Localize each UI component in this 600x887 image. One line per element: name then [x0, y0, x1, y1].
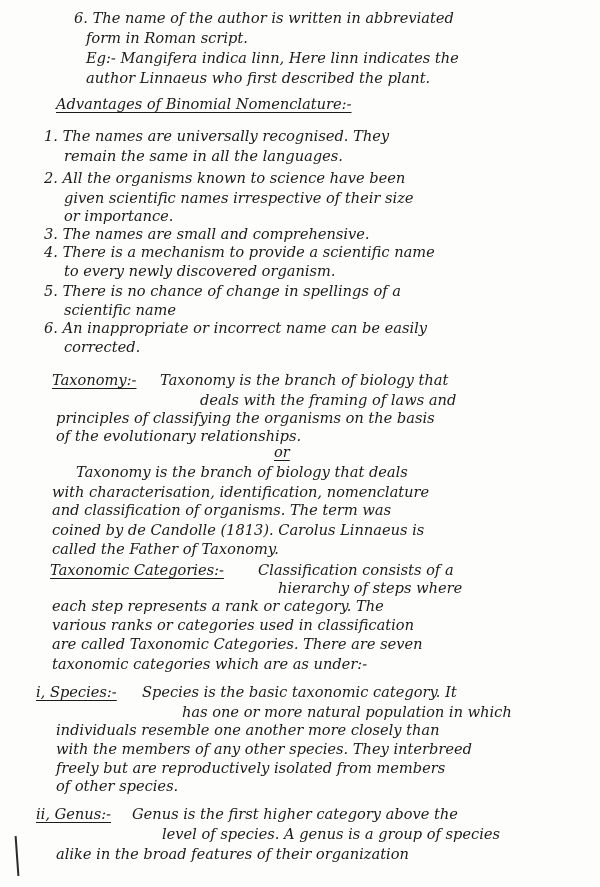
genus-line-1: Genus is the first higher category above the [132, 806, 458, 823]
author-point-line-3: Eg:- Mangifera indica linn, Here linn indicates the [86, 50, 459, 67]
advantage-line-5: or importance. [64, 208, 174, 225]
categories-line-1: Classification consists of a [258, 562, 454, 579]
taxonomy-def2-line-1: Taxonomy is the branch of biology that deals [76, 464, 408, 481]
species-line-4: with the members of any other species. They interbreed [56, 741, 472, 758]
author-point-line-1: 6. The name of the author is written in abbreviated [74, 10, 454, 27]
species-line-2: has one or more natural population in which [182, 704, 512, 721]
species-line-3: individuals resemble one another more closely than [56, 722, 440, 739]
taxonomy-def1-line-4: of the evolutionary relationships. [56, 428, 302, 445]
categories-term: Taxonomic Categories:- [50, 562, 224, 579]
taxonomy-def2-line-4: coined by de Candolle (1813). Carolus Linnaeus is [52, 522, 425, 539]
species-line-5: freely but are reproductively isolated from members [56, 760, 446, 777]
categories-line-3: each step represents a rank or category. The [52, 598, 384, 615]
genus-line-3: alike in the broad features of their organization [56, 846, 409, 863]
categories-line-2: hierarchy of steps where [278, 580, 463, 597]
taxonomy-def1-line-2: deals with the framing of laws and [200, 392, 457, 409]
advantage-line-10: scientific name [64, 302, 177, 319]
or-label: or [274, 444, 290, 461]
advantage-line-12: corrected. [64, 339, 141, 356]
advantage-line-1: 1. The names are universally recognised. They [44, 128, 390, 145]
advantage-line-8: to every newly discovered organism. [64, 263, 336, 280]
advantage-line-4: given scientific names irrespective of their size [64, 190, 414, 207]
taxonomy-def2-line-5: called the Father of Taxonomy. [52, 541, 279, 558]
categories-line-4: various ranks or categories used in classification [52, 617, 414, 634]
advantage-line-9: 5. There is no chance of change in spellings of a [44, 283, 402, 300]
species-line-6: of other species. [56, 778, 179, 795]
categories-line-6: taxonomic categories which are as under:- [52, 656, 368, 673]
author-point-line-4: author Linnaeus who first described the plant. [86, 70, 431, 87]
advantage-line-6: 3. The names are small and comprehensive. [44, 226, 370, 243]
species-line-1: Species is the basic taxonomic category. It [142, 684, 457, 701]
advantage-line-11: 6. An inappropriate or incorrect name can be easily [44, 320, 428, 337]
advantages-heading: Advantages of Binomial Nomenclature:- [56, 96, 352, 113]
genus-term: ii, Genus:- [36, 806, 112, 823]
genus-line-2: level of species. A genus is a group of species [162, 826, 500, 843]
advantage-line-2: remain the same in all the languages. [64, 148, 343, 165]
advantage-line-3: 2. All the organisms known to science have been [44, 170, 406, 187]
margin-pen-mark [15, 836, 20, 876]
advantage-line-7: 4. There is a mechanism to provide a scientific name [44, 244, 435, 261]
taxonomy-term: Taxonomy:- [52, 372, 137, 389]
taxonomy-def2-line-2: with characterisation, identification, nomenclature [52, 484, 430, 501]
taxonomy-def2-line-3: and classification of organisms. The term was [52, 502, 392, 519]
categories-line-5: are called Taxonomic Categories. There are seven [52, 636, 423, 653]
species-term: i, Species:- [36, 684, 117, 701]
author-point-line-2: form in Roman script. [86, 30, 248, 47]
taxonomy-def1-line-3: principles of classifying the organisms on the basis [56, 410, 435, 427]
taxonomy-def1-line-1: Taxonomy is the branch of biology that [160, 372, 449, 389]
